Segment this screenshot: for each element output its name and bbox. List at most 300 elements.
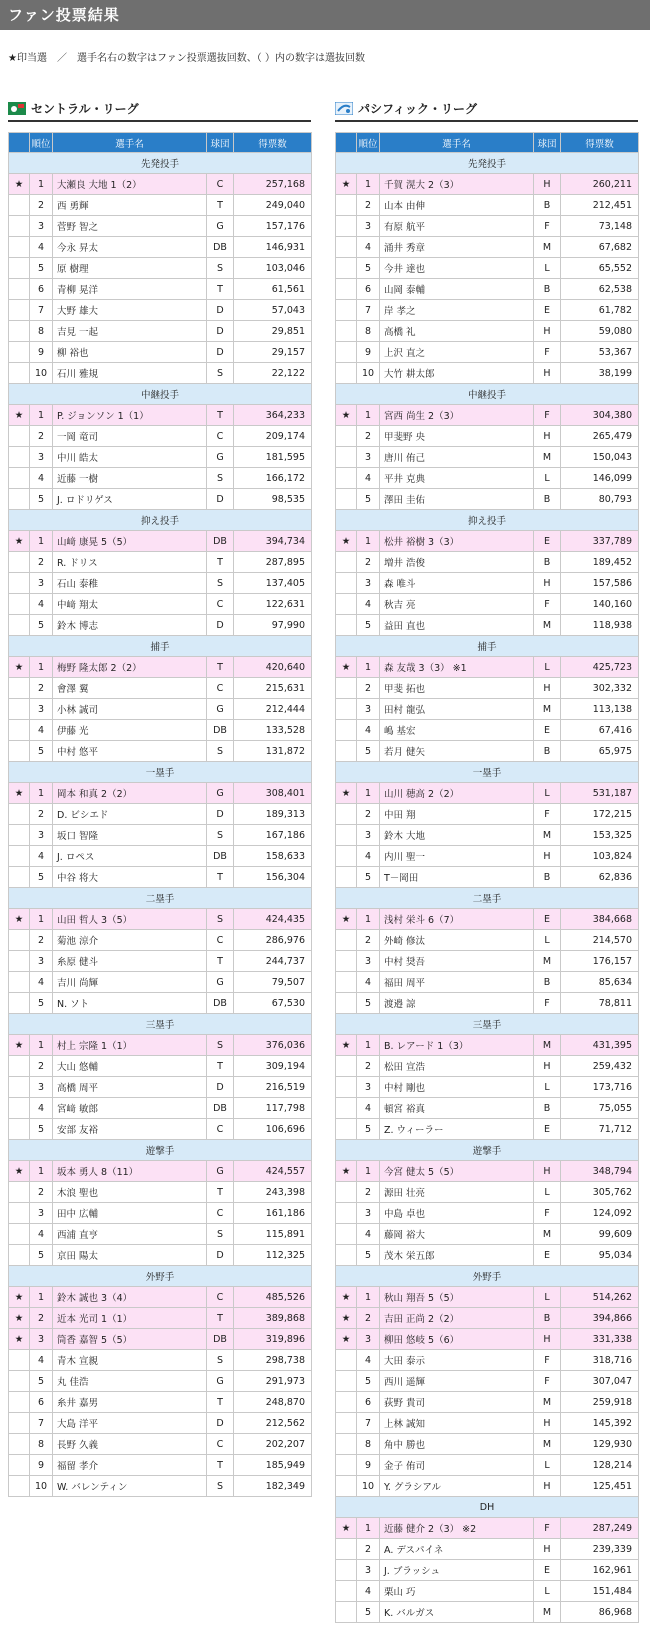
elected-star-cell: ★ [336, 1035, 357, 1056]
table-row [336, 615, 639, 636]
table-row [336, 1476, 639, 1497]
table-header-row [9, 133, 312, 153]
table-row [9, 951, 312, 972]
elected-star-cell [336, 804, 357, 825]
position-section-row [336, 1497, 639, 1518]
rank-cell: 5 [357, 741, 380, 762]
rank-cell: 4 [30, 846, 53, 867]
team-cell: L [534, 1287, 561, 1308]
elected-star-cell [9, 615, 30, 636]
player-name-cell: 中村 剛也 [380, 1077, 534, 1098]
elected-star-cell [336, 930, 357, 951]
position-section-row [9, 1266, 312, 1287]
votes-cell: 146,931 [234, 237, 312, 258]
rank-cell: 4 [357, 1224, 380, 1245]
team-cell: E [534, 300, 561, 321]
player-name-cell: 近藤 一樹 [53, 468, 207, 489]
table-row [9, 657, 312, 678]
votes-cell: 431,395 [561, 1035, 639, 1056]
table-row [9, 1119, 312, 1140]
elected-star-cell [9, 804, 30, 825]
elected-star-cell [9, 300, 30, 321]
elected-star-cell [336, 279, 357, 300]
votes-cell: 172,215 [561, 804, 639, 825]
rank-cell: 2 [30, 930, 53, 951]
player-name-cell: 渡邉 諒 [380, 993, 534, 1014]
elected-star-cell [336, 468, 357, 489]
elected-star-cell: ★ [336, 1161, 357, 1182]
player-name-cell: 西川 遥輝 [380, 1371, 534, 1392]
votes-cell: 259,918 [561, 1392, 639, 1413]
rank-cell: 5 [30, 741, 53, 762]
table-row [336, 363, 639, 384]
rank-cell: 4 [30, 468, 53, 489]
table-row [336, 1413, 639, 1434]
votes-cell: 376,036 [234, 1035, 312, 1056]
team-cell: S [207, 741, 234, 762]
votes-cell: 244,737 [234, 951, 312, 972]
table-row [336, 1560, 639, 1581]
votes-cell: 239,339 [561, 1539, 639, 1560]
team-cell: S [207, 825, 234, 846]
votes-cell: 117,798 [234, 1098, 312, 1119]
rank-cell: 4 [357, 1581, 380, 1602]
team-cell: L [534, 1455, 561, 1476]
elected-star-cell [336, 1056, 357, 1077]
rank-cell: 3 [30, 1203, 53, 1224]
player-name-cell: 宮﨑 敏郎 [53, 1098, 207, 1119]
votes-cell: 86,968 [561, 1602, 639, 1623]
votes-cell: 140,160 [561, 594, 639, 615]
team-cell: B [534, 1308, 561, 1329]
team-cell: M [534, 825, 561, 846]
votes-cell: 137,405 [234, 573, 312, 594]
votes-cell: 156,304 [234, 867, 312, 888]
elected-star-cell [336, 972, 357, 993]
rank-cell: 2 [30, 1182, 53, 1203]
player-name-cell: 秋吉 亮 [380, 594, 534, 615]
elected-star-cell: ★ [9, 1161, 30, 1182]
votes-cell: 389,868 [234, 1308, 312, 1329]
elected-star-cell [336, 741, 357, 762]
rank-cell: 5 [357, 1602, 380, 1623]
rank-cell: 4 [30, 972, 53, 993]
elected-star-cell [336, 363, 357, 384]
team-cell: D [207, 1077, 234, 1098]
votes-cell: 124,092 [561, 1203, 639, 1224]
rank-cell: 2 [357, 804, 380, 825]
team-cell: B [534, 867, 561, 888]
player-name-cell: 森 友哉 3（3） ※1 [380, 657, 534, 678]
rank-cell: 9 [30, 342, 53, 363]
rank-cell: 1 [357, 1518, 380, 1539]
rank-cell: 5 [30, 615, 53, 636]
rank-cell: 2 [30, 804, 53, 825]
player-name-cell: 菅野 智之 [53, 216, 207, 237]
position-section-title: 捕手 [336, 636, 639, 657]
team-cell: L [534, 1581, 561, 1602]
player-name-cell: 木浪 聖也 [53, 1182, 207, 1203]
elected-star-cell: ★ [9, 405, 30, 426]
team-cell: S [207, 258, 234, 279]
player-name-cell: R. ドリス [53, 552, 207, 573]
team-cell: H [534, 426, 561, 447]
elected-star-cell [336, 237, 357, 258]
rank-cell: 2 [30, 426, 53, 447]
rank-cell: 5 [357, 1119, 380, 1140]
rank-cell: 6 [357, 279, 380, 300]
elected-star-cell [9, 825, 30, 846]
table-row [9, 867, 312, 888]
table-row [336, 1518, 639, 1539]
team-cell: DB [207, 531, 234, 552]
table-row [9, 426, 312, 447]
elected-star-cell [9, 468, 30, 489]
player-name-cell: 中﨑 翔太 [53, 594, 207, 615]
player-name-cell: 柳 裕也 [53, 342, 207, 363]
team-cell: S [207, 1350, 234, 1371]
table-row [9, 720, 312, 741]
votes-cell: 185,949 [234, 1455, 312, 1476]
elected-star-cell [9, 678, 30, 699]
team-cell: B [534, 195, 561, 216]
table-row [9, 1035, 312, 1056]
player-name-cell: 坂本 勇人 8（11） [53, 1161, 207, 1182]
elected-star-cell [9, 699, 30, 720]
star-column-header [9, 133, 30, 153]
player-name-cell: 坂口 智隆 [53, 825, 207, 846]
table-row [9, 846, 312, 867]
player-name-cell: 青柳 晃洋 [53, 279, 207, 300]
team-column-header: 球団 [534, 133, 561, 153]
team-cell: F [534, 993, 561, 1014]
rank-cell: 8 [30, 1434, 53, 1455]
team-cell: B [534, 741, 561, 762]
votes-cell: 424,435 [234, 909, 312, 930]
table-row [9, 1455, 312, 1476]
table-row [336, 1455, 639, 1476]
player-name-cell: 宮西 尚生 2（3） [380, 405, 534, 426]
player-name-cell: 原 樹理 [53, 258, 207, 279]
votes-cell: 73,148 [561, 216, 639, 237]
elected-star-cell: ★ [9, 1287, 30, 1308]
table-row [9, 783, 312, 804]
team-cell: S [207, 1476, 234, 1497]
team-cell: T [207, 657, 234, 678]
rank-cell: 1 [357, 783, 380, 804]
elected-star-cell: ★ [336, 174, 357, 195]
votes-cell: 129,930 [561, 1434, 639, 1455]
team-cell: D [207, 804, 234, 825]
player-name-cell: 森 唯斗 [380, 573, 534, 594]
rank-cell: 3 [30, 216, 53, 237]
player-name-cell: 福留 孝介 [53, 1455, 207, 1476]
table-row [336, 552, 639, 573]
rank-cell: 3 [30, 1329, 53, 1350]
team-cell: S [207, 1224, 234, 1245]
table-row [336, 594, 639, 615]
votes-cell: 305,762 [561, 1182, 639, 1203]
position-section-title: 抑え投手 [9, 510, 312, 531]
position-section-title: 先発投手 [9, 153, 312, 174]
elected-star-cell [9, 1224, 30, 1245]
position-section-title: 捕手 [9, 636, 312, 657]
table-row [9, 279, 312, 300]
elected-star-cell [336, 993, 357, 1014]
votes-cell: 61,782 [561, 300, 639, 321]
team-column-header: 球団 [207, 133, 234, 153]
team-cell: C [207, 1434, 234, 1455]
elected-star-cell [9, 258, 30, 279]
votes-cell: 151,484 [561, 1581, 639, 1602]
elected-star-cell: ★ [336, 909, 357, 930]
votes-column-header: 得票数 [234, 133, 312, 153]
player-name-cell: 増井 浩俊 [380, 552, 534, 573]
rank-cell: 1 [357, 1035, 380, 1056]
votes-cell: 364,233 [234, 405, 312, 426]
elected-star-cell [336, 489, 357, 510]
votes-cell: 189,313 [234, 804, 312, 825]
elected-star-cell [336, 1392, 357, 1413]
votes-cell: 384,668 [561, 909, 639, 930]
votes-cell: 153,325 [561, 825, 639, 846]
votes-cell: 216,519 [234, 1077, 312, 1098]
rank-cell: 3 [30, 699, 53, 720]
elected-star-cell [9, 930, 30, 951]
central-league-panel [8, 102, 311, 1497]
team-cell: H [534, 1539, 561, 1560]
position-section-title: 抑え投手 [336, 510, 639, 531]
position-section-row [9, 510, 312, 531]
team-cell: G [207, 699, 234, 720]
elected-star-cell: ★ [336, 405, 357, 426]
table-row [9, 195, 312, 216]
player-name-cell: 會澤 翼 [53, 678, 207, 699]
table-row [9, 1077, 312, 1098]
player-name-cell: 大竹 耕太郎 [380, 363, 534, 384]
votes-cell: 78,811 [561, 993, 639, 1014]
team-cell: H [534, 678, 561, 699]
team-cell: D [207, 321, 234, 342]
votes-cell: 125,451 [561, 1476, 639, 1497]
player-name-cell: 山﨑 康晃 5（5） [53, 531, 207, 552]
rank-cell: 1 [30, 531, 53, 552]
table-row [9, 678, 312, 699]
votes-cell: 162,961 [561, 1560, 639, 1581]
elected-star-cell [336, 1371, 357, 1392]
position-section-row [9, 1140, 312, 1161]
rank-cell: 5 [30, 1245, 53, 1266]
team-cell: S [207, 573, 234, 594]
table-row [336, 468, 639, 489]
elected-star-cell [9, 720, 30, 741]
player-name-cell: 源田 壮亮 [380, 1182, 534, 1203]
player-name-cell: 丸 佳浩 [53, 1371, 207, 1392]
legend-note: ★印当選 ／ 選手名右の数字はファン投票選抜回数、（ ）内の数字は選抜回数 [8, 53, 365, 64]
player-column-header: 選手名 [53, 133, 207, 153]
table-header-row [336, 133, 639, 153]
table-row [9, 972, 312, 993]
team-cell: H [534, 174, 561, 195]
rank-cell: 3 [357, 216, 380, 237]
rank-cell: 3 [30, 447, 53, 468]
team-cell: L [534, 1182, 561, 1203]
team-cell: T [207, 279, 234, 300]
votes-cell: 145,392 [561, 1413, 639, 1434]
table-row [9, 237, 312, 258]
position-section-row [336, 888, 639, 909]
team-cell: F [534, 342, 561, 363]
team-cell: L [534, 783, 561, 804]
elected-star-cell [336, 1098, 357, 1119]
elected-star-cell [336, 573, 357, 594]
team-cell: F [534, 1350, 561, 1371]
player-name-cell: 若月 健矢 [380, 741, 534, 762]
team-cell: M [534, 447, 561, 468]
team-cell: H [534, 1329, 561, 1350]
elected-star-cell: ★ [9, 1308, 30, 1329]
player-name-cell: 吉川 尚輝 [53, 972, 207, 993]
team-cell: DB [207, 237, 234, 258]
rank-cell: 9 [357, 1455, 380, 1476]
team-cell: C [207, 678, 234, 699]
table-row [336, 1602, 639, 1623]
position-section-title: 中継投手 [336, 384, 639, 405]
position-section-row [336, 384, 639, 405]
votes-cell: 166,172 [234, 468, 312, 489]
table-row [9, 909, 312, 930]
team-cell: C [207, 426, 234, 447]
player-name-cell: 千賀 滉大 2（3） [380, 174, 534, 195]
player-name-cell: 大瀬良 大地 1（2） [53, 174, 207, 195]
position-section-row [336, 636, 639, 657]
player-name-cell: P. ジョンソン 1（1） [53, 405, 207, 426]
elected-star-cell [9, 279, 30, 300]
table-row [9, 468, 312, 489]
table-row [9, 930, 312, 951]
table-row [336, 1392, 639, 1413]
team-cell: DB [207, 846, 234, 867]
votes-cell: 259,432 [561, 1056, 639, 1077]
votes-cell: 146,099 [561, 468, 639, 489]
team-cell: M [534, 1434, 561, 1455]
elected-star-cell [9, 1350, 30, 1371]
player-name-cell: 今永 昇太 [53, 237, 207, 258]
player-name-cell: 吉見 一起 [53, 321, 207, 342]
team-cell: D [207, 1245, 234, 1266]
team-cell: F [534, 1203, 561, 1224]
table-row [9, 1413, 312, 1434]
team-cell: M [534, 237, 561, 258]
player-name-cell: 角中 勝也 [380, 1434, 534, 1455]
rank-cell: 1 [357, 174, 380, 195]
player-name-cell: 青木 宣親 [53, 1350, 207, 1371]
player-name-cell: 浅村 栄斗 6（7） [380, 909, 534, 930]
rank-cell: 3 [357, 951, 380, 972]
table-row [9, 1434, 312, 1455]
votes-cell: 97,990 [234, 615, 312, 636]
rank-cell: 5 [357, 867, 380, 888]
votes-cell: 420,640 [234, 657, 312, 678]
votes-cell: 75,055 [561, 1098, 639, 1119]
votes-cell: 112,325 [234, 1245, 312, 1266]
position-section-title: 二塁手 [9, 888, 312, 909]
team-cell: L [534, 468, 561, 489]
elected-star-cell [9, 1455, 30, 1476]
rank-cell: 1 [357, 1161, 380, 1182]
table-row [336, 1077, 639, 1098]
votes-cell: 79,507 [234, 972, 312, 993]
rank-cell: 9 [357, 342, 380, 363]
rank-cell: 2 [357, 426, 380, 447]
table-row [336, 1203, 639, 1224]
votes-cell: 394,734 [234, 531, 312, 552]
table-row [336, 720, 639, 741]
votes-cell: 302,332 [561, 678, 639, 699]
position-section-row [336, 1266, 639, 1287]
league-name: セントラル・リーグ [31, 102, 139, 116]
page-title: ファン投票結果 [0, 0, 650, 30]
elected-star-cell [336, 825, 357, 846]
elected-star-cell [336, 1245, 357, 1266]
votes-cell: 249,040 [234, 195, 312, 216]
table-row [9, 552, 312, 573]
elected-star-cell [9, 1119, 30, 1140]
votes-cell: 287,249 [561, 1518, 639, 1539]
position-section-title: DH [336, 1497, 639, 1518]
elected-star-cell: ★ [336, 657, 357, 678]
rank-cell: 4 [357, 720, 380, 741]
votes-cell: 67,682 [561, 237, 639, 258]
player-name-cell: 中川 皓太 [53, 447, 207, 468]
player-name-cell: 福田 周平 [380, 972, 534, 993]
elected-star-cell [9, 363, 30, 384]
team-cell: H [534, 1161, 561, 1182]
position-section-row [9, 636, 312, 657]
table-row [9, 741, 312, 762]
elected-star-cell [9, 993, 30, 1014]
votes-cell: 286,976 [234, 930, 312, 951]
elected-star-cell [9, 321, 30, 342]
table-row [9, 594, 312, 615]
rank-cell: 2 [357, 930, 380, 951]
team-cell: S [207, 468, 234, 489]
rank-cell: 4 [357, 1350, 380, 1371]
rank-cell: 8 [357, 1434, 380, 1455]
elected-star-cell [336, 846, 357, 867]
table-row [336, 930, 639, 951]
rank-cell: 8 [357, 321, 380, 342]
player-name-cell: 中谷 将大 [53, 867, 207, 888]
team-cell: T [207, 951, 234, 972]
elected-star-cell: ★ [9, 1329, 30, 1350]
rank-cell: 4 [30, 237, 53, 258]
player-name-cell: 大島 洋平 [53, 1413, 207, 1434]
table-row [336, 804, 639, 825]
votes-cell: 304,380 [561, 405, 639, 426]
votes-cell: 103,824 [561, 846, 639, 867]
player-name-cell: 菊池 涼介 [53, 930, 207, 951]
position-section-row [336, 1014, 639, 1035]
rank-cell: 2 [357, 552, 380, 573]
votes-cell: 331,338 [561, 1329, 639, 1350]
team-cell: L [534, 1077, 561, 1098]
table-row [9, 1245, 312, 1266]
rank-cell: 3 [30, 1077, 53, 1098]
rank-cell: 2 [30, 552, 53, 573]
table-row [9, 342, 312, 363]
elected-star-cell [336, 321, 357, 342]
